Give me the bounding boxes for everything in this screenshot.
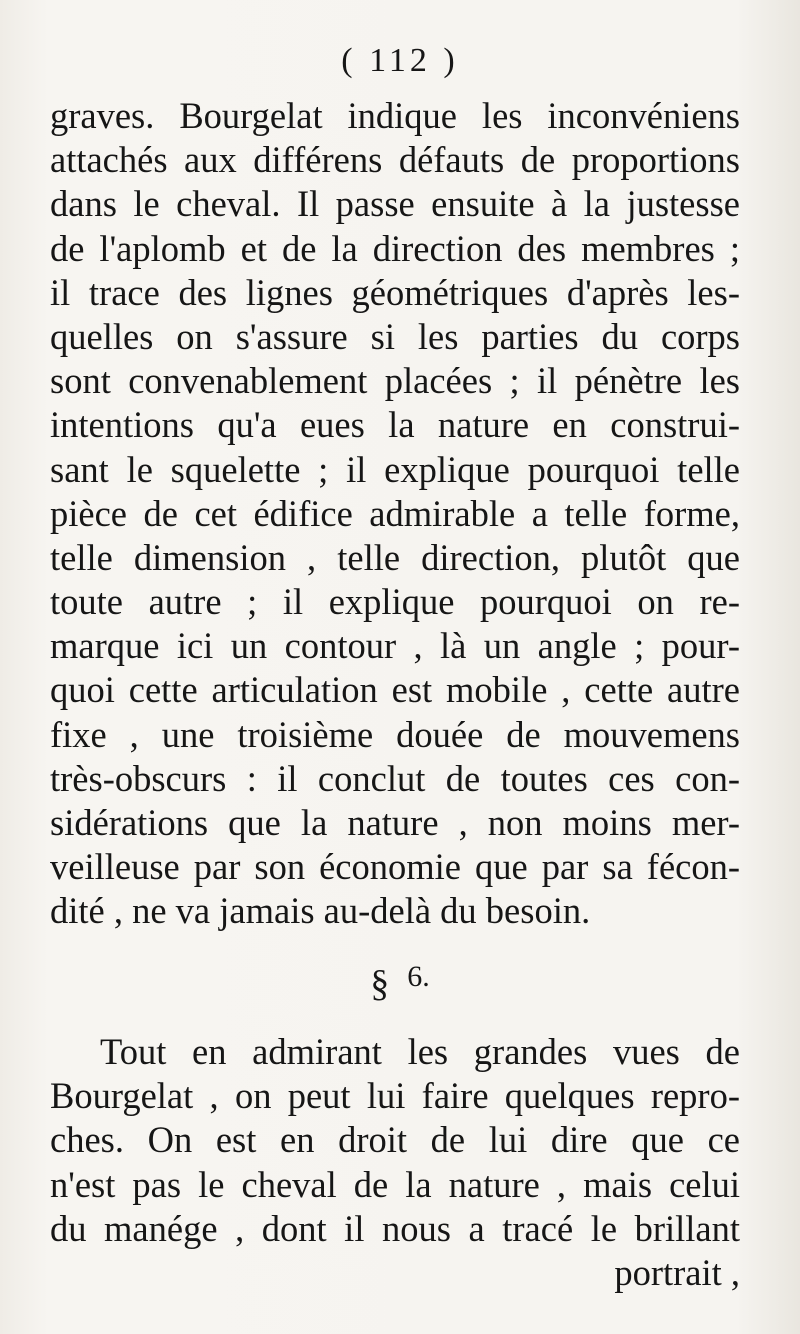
section-symbol: § bbox=[370, 963, 390, 1005]
text-line: du manége , dont il nous a tracé le brillant bbox=[50, 1207, 740, 1249]
paragraph-one bbox=[50, 94, 740, 934]
text-line: quoi cette articulation est mobile , cette autre bbox=[50, 669, 740, 711]
page-number: ( 112 ) bbox=[341, 42, 459, 79]
text-line: Bourgelat , on peut lui faire quelques repro- bbox=[50, 1075, 740, 1117]
text-line: Tout en admirant les grandes vues de bbox=[100, 1031, 740, 1072]
text-line: pièce de cet édifice admirable a telle forme, bbox=[50, 492, 740, 534]
text-line: veilleuse par son économie que par sa fécon- bbox=[50, 846, 740, 888]
text-line: marque ici un contour , là un angle ; pour- bbox=[50, 625, 740, 667]
text-line: il trace des lignes géométriques d'après les- bbox=[50, 271, 740, 313]
text-line: n'est pas le cheval de la nature , mais celui bbox=[50, 1163, 740, 1205]
text-line: dité , ne va jamais au-delà du besoin. bbox=[50, 890, 591, 932]
text-line: sant le squelette ; il explique pourquoi telle bbox=[50, 448, 740, 490]
text-line: fixe , une troisième douée de mouvemens bbox=[50, 713, 740, 755]
text-line: intentions qu'a eues la nature en construi- bbox=[50, 404, 740, 446]
paragraph-two bbox=[50, 1030, 740, 1295]
text-line: attachés aux différens défauts de proportions bbox=[50, 139, 740, 181]
section-number: 6. bbox=[407, 960, 430, 993]
catchword: portrait , bbox=[614, 1251, 740, 1293]
text-line: sidérations que la nature , non moins mer- bbox=[50, 802, 740, 843]
section-heading bbox=[0, 962, 800, 1006]
text-line: de l'aplomb et de la direction des membres ; bbox=[50, 227, 740, 269]
text-line: sont convenablement placées ; il pénètre les bbox=[50, 360, 740, 402]
text-line: ches. On est en droit de lui dire que ce bbox=[50, 1119, 740, 1161]
text-line: dans le cheval. Il passe ensuite à la justesse bbox=[50, 183, 740, 225]
text-line: telle dimension , telle direction, plutôt que bbox=[50, 536, 740, 578]
text-line: toute autre ; il explique pourquoi on re- bbox=[50, 581, 740, 623]
text-line: quelles on s'assure si les parties du corps bbox=[50, 315, 740, 357]
text-line: très-obscurs : il conclut de toutes ces con- bbox=[50, 757, 740, 799]
text-line: graves. Bourgelat indique les inconvéniens bbox=[50, 95, 740, 136]
